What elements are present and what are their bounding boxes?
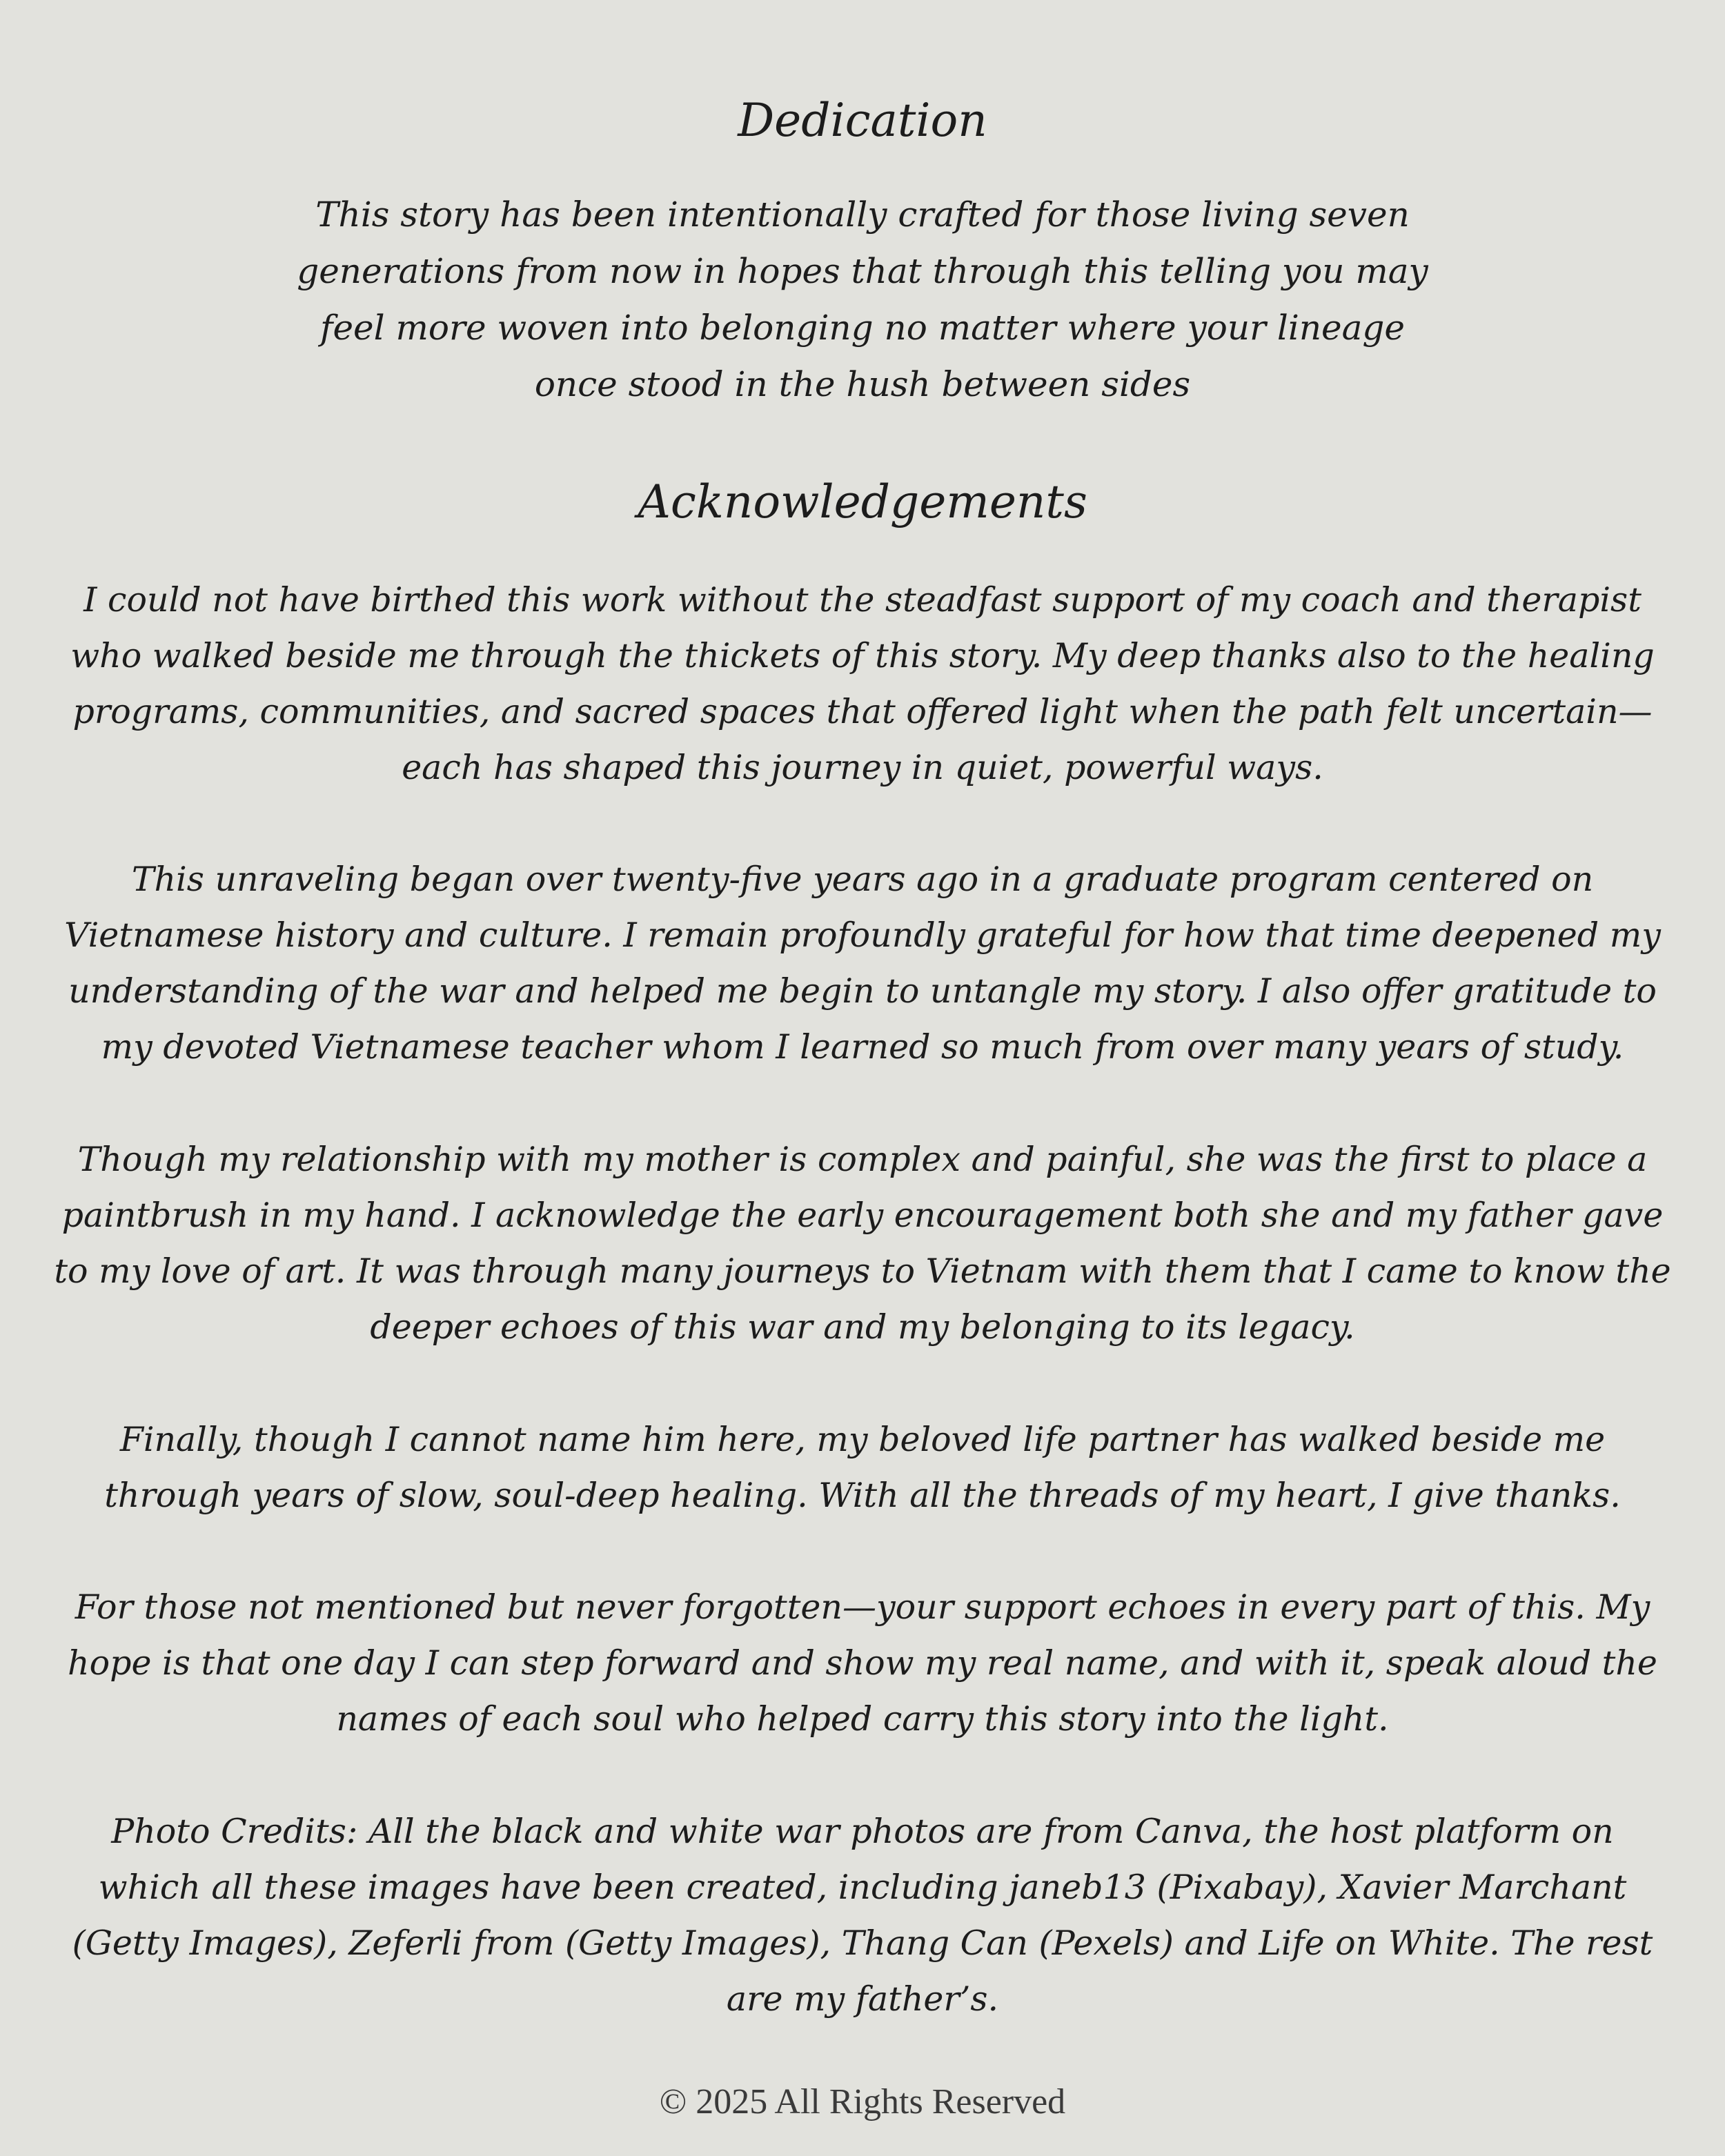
paragraph-line: who walked beside me through the thickets of this story. My deep thanks also to the healing (70, 636, 1655, 675)
paragraph-line: I could not have birthed this work without the steadfast support of my coach and therapist (83, 580, 1642, 620)
paragraph-line: to my love of art. It was through many journeys to Vietnam with them that I came to know the (54, 1252, 1671, 1291)
photo-credits-paragraph (0, 1803, 1725, 2027)
paragraph-line: understanding of the war and helped me begin to untangle my story. I also offer gratitude to (68, 971, 1657, 1011)
paragraph-line: (Getty Images), Zeferli from (Getty Images), Thang Can (Pexels) and Life on White. The rest (72, 1923, 1653, 1963)
paragraph-line: paintbrush in my hand. I acknowledge the early encouragement both she and my father gave (61, 1196, 1664, 1235)
paragraph-line: which all these images have been created, including janeb13 (Pixabay), Xavier Marchant (98, 1868, 1627, 1907)
paragraph-line: Though my relationship with my mother is complex and painful, she was the first to place a (77, 1140, 1648, 1179)
dedication-text (0, 186, 1725, 413)
paragraph-line: programs, communities, and sacred spaces that offered light when the path felt uncertain— (72, 692, 1653, 731)
acknowledgement-paragraph-others (0, 1579, 1725, 1747)
acknowledgement-paragraph-partner (0, 1412, 1725, 1523)
paragraph-line: hope is that one day I can step forward and show my real name, and with it, speak aloud the (68, 1643, 1657, 1683)
paragraph-line: are my father’s. (726, 1979, 999, 2019)
acknowledgements-heading: Acknowledgements (638, 475, 1087, 528)
dedication-line: generations from now in hopes that through this telling you may (297, 251, 1428, 291)
dedication-line: once stood in the hush between sides (534, 364, 1191, 404)
acknowledgement-paragraph-parents (0, 1131, 1725, 1355)
paragraph-line: through years of slow, soul-deep healing. With all the threads of my heart, I give thanks. (104, 1476, 1621, 1515)
paragraph-line: Finally, though I cannot name him here, my beloved life partner has walked beside me (119, 1420, 1606, 1459)
acknowledgement-paragraph-support (0, 572, 1725, 795)
dedication-line: feel more woven into belonging no matter where your lineage (319, 308, 1406, 348)
paragraph-line: my devoted Vietnamese teacher whom I learned so much from over many years of study. (101, 1027, 1624, 1067)
paragraph-line: names of each soul who helped carry this story into the light. (336, 1699, 1389, 1739)
paragraph-line: each has shaped this journey in quiet, powerful ways. (402, 748, 1323, 787)
dedication-line: This story has been intentionally crafted for those living seven (315, 195, 1410, 235)
paragraph-line: This unraveling began over twenty-five years ago in a graduate program centered on (131, 860, 1594, 899)
paragraph-line: deeper echoes of this war and my belonging to its legacy. (370, 1307, 1355, 1347)
paragraph-line: For those not mentioned but never forgotten—your support echoes in every part of this. My (75, 1588, 1650, 1627)
paragraph-line: Photo Credits: All the black and white war photos are from Canva, the host platform on (111, 1812, 1614, 1851)
dedication-heading: Dedication (738, 94, 987, 147)
paragraph-line: Vietnamese history and culture. I remain profoundly grateful for how that time deepened my (64, 916, 1661, 955)
copyright-notice: © 2025 All Rights Reserved (659, 2082, 1066, 2122)
acknowledgement-paragraph-graduate-program (0, 851, 1725, 1075)
